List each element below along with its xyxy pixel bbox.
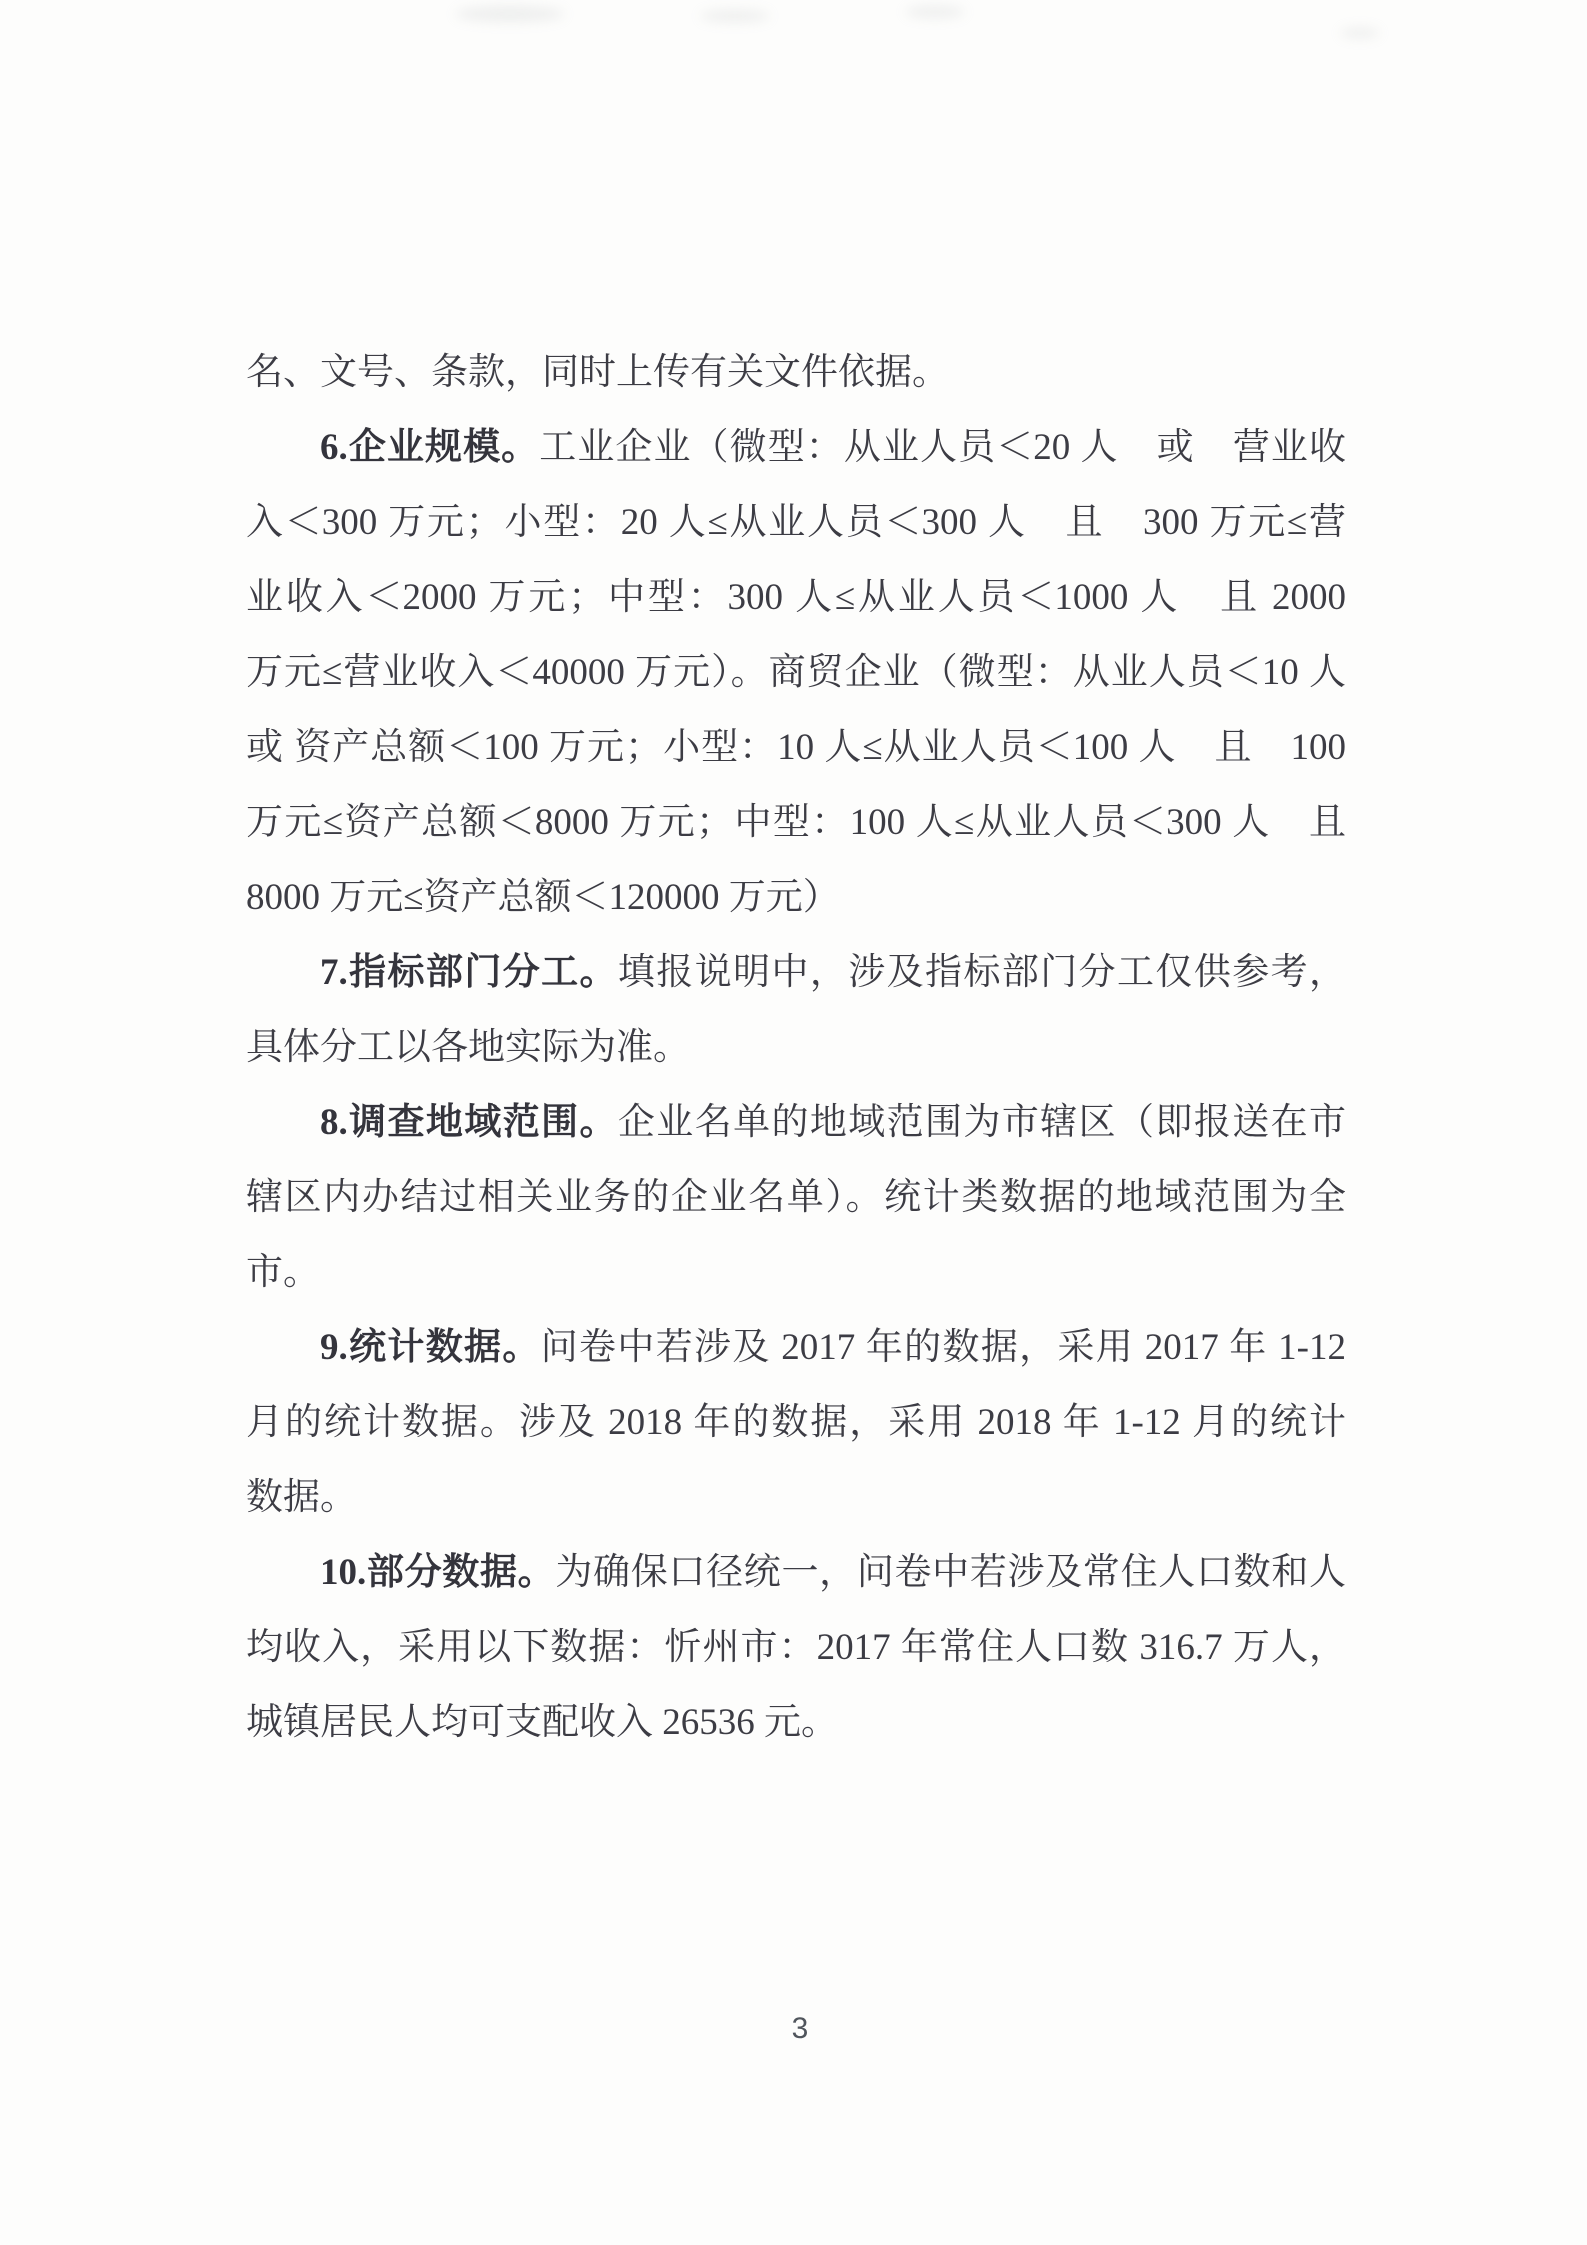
section-heading: 6.企业规模。: [320, 427, 540, 468]
text-line: 业收入＜2000 万元；中型：300 人≤从业人员＜1000 人 且 2000: [246, 577, 1346, 618]
text-line: 8000 万元≤资产总额＜120000 万元）: [246, 877, 840, 918]
text-line: 均收入，采用以下数据：忻州市：2017 年常住人口数 316.7 万人，: [246, 1627, 1346, 1668]
text-line: 具体分工以各地实际为准。: [246, 1027, 690, 1068]
text-line: 名、文号、条款，同时上传有关文件依据。: [246, 352, 949, 393]
text-line: 8.调查地域范围。企业名单的地域范围为市辖区（即报送在市: [320, 1102, 1347, 1143]
text-line: 辖区内办结过相关业务的企业名单）。统计类数据的地域范围为全: [246, 1177, 1346, 1218]
scan-smudge: [700, 10, 770, 22]
text-line: 9.统计数据。问卷中若涉及 2017 年的数据，采用 2017 年 1-12: [320, 1327, 1346, 1368]
section-heading: 8.调查地域范围。: [320, 1102, 618, 1143]
scan-smudge: [455, 6, 565, 22]
text-line: 7.指标部门分工。填报说明中，涉及指标部门分工仅供参考，: [320, 952, 1347, 993]
text-line: 万元≤资产总额＜8000 万元；中型：100 人≤从业人员＜300 人 且: [246, 802, 1346, 843]
text-line: 10.部分数据。为确保口径统一，问卷中若涉及常住人口数和人: [320, 1552, 1347, 1593]
text-line: 或 资产总额＜100 万元；小型：10 人≤从业人员＜100 人 且 100: [246, 727, 1346, 768]
document-body: [246, 335, 1346, 1760]
text-line: 入＜300 万元；小型：20 人≤从业人员＜300 人 且 300 万元≤营: [246, 502, 1346, 543]
text-line: 城镇居民人均可支配收入 26536 元。: [246, 1702, 838, 1743]
section-heading: 9.统计数据。: [320, 1327, 541, 1368]
scan-smudge: [1340, 28, 1380, 38]
section-heading: 10.部分数据。: [320, 1552, 556, 1593]
scan-smudge: [905, 6, 965, 18]
text-line: 市。: [246, 1252, 320, 1293]
text-line: 月的统计数据。涉及 2018 年的数据，采用 2018 年 1-12 月的统计: [246, 1402, 1346, 1443]
text-line: 数据。: [246, 1477, 357, 1518]
section-heading: 7.指标部门分工。: [320, 952, 618, 993]
text-line: 6.企业规模。工业企业（微型：从业人员＜20 人 或 营业收: [320, 427, 1347, 468]
text-line: 万元≤营业收入＜40000 万元）。商贸企业（微型：从业人员＜10 人: [246, 652, 1346, 693]
page-number: 3: [791, 2012, 809, 2045]
